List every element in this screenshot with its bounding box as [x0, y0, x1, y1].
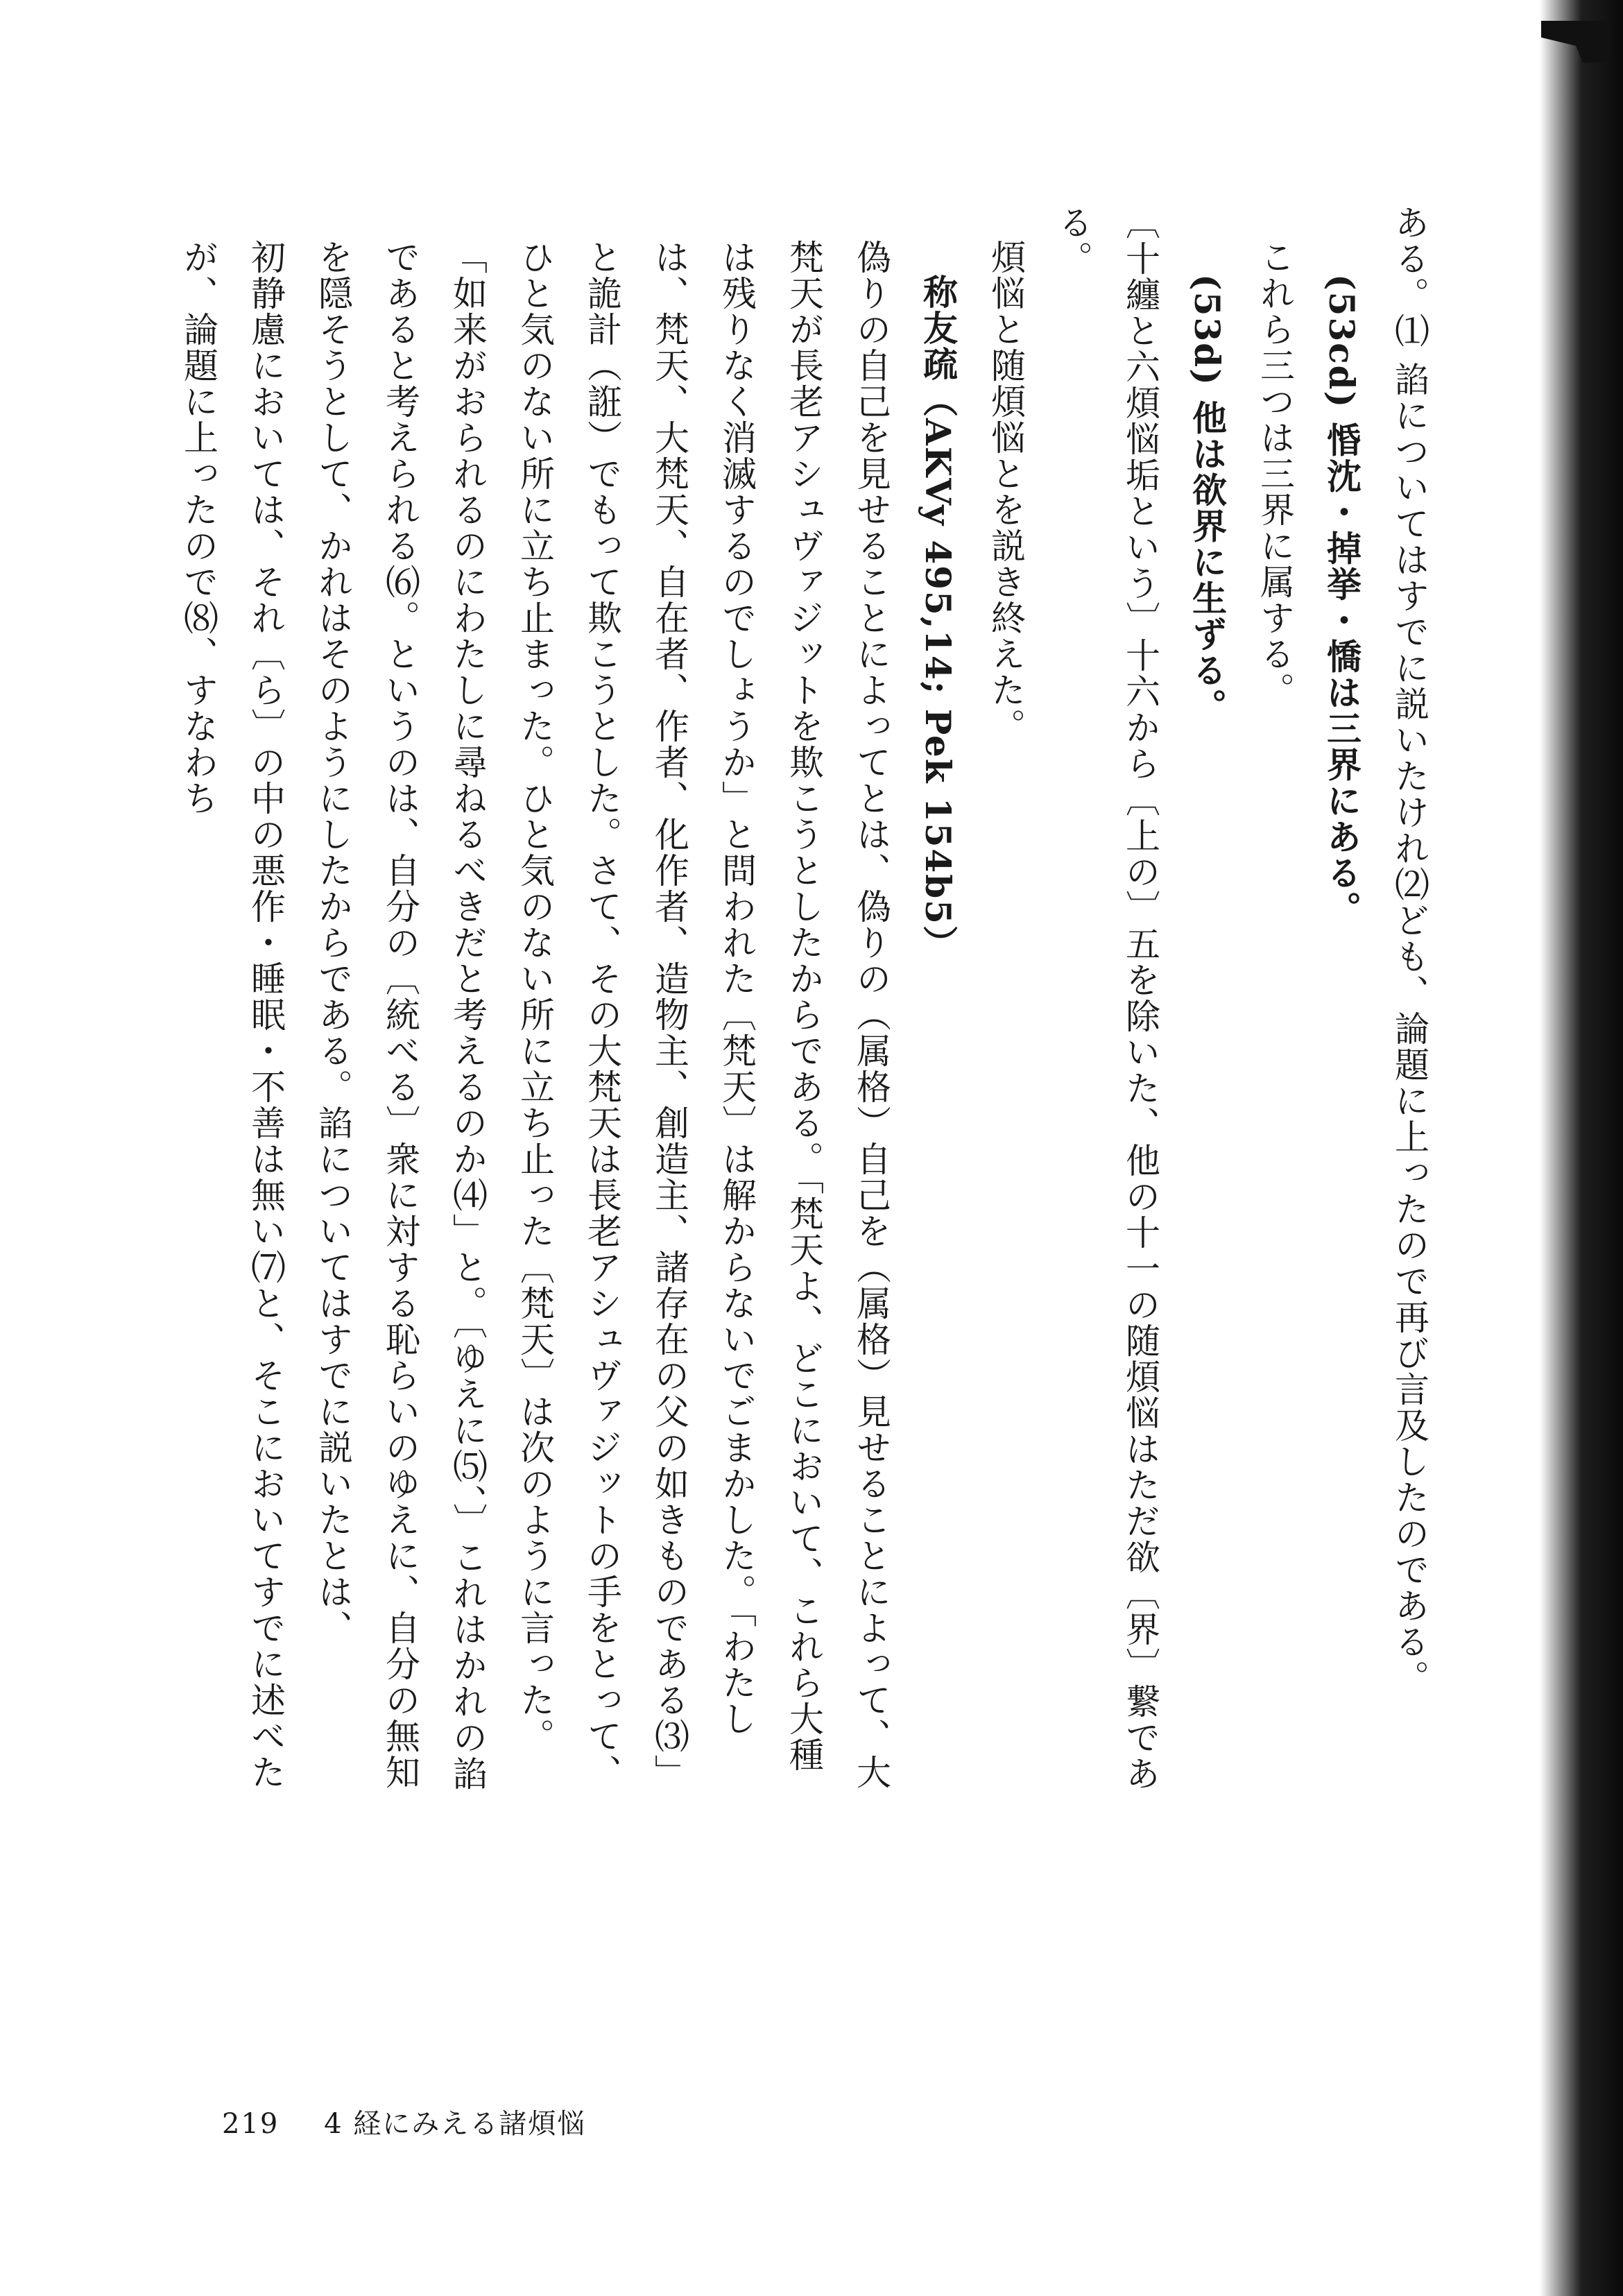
paragraph-line-6: 煩悩と随煩悩とを説き終えた。: [986, 239, 1026, 744]
paragraph-line-3: これら三つは三界に属する。: [1255, 239, 1295, 708]
commentary-body: 偽りの自己を見せることによってとは、偽りの（属格）自己を（属格）見せることによって、大梵天が長老アシュヴァジットを欺こうとしたからである。「梵天よ、どこにおいて、これら大種は残りなく消滅するのでしょうか」と問われた〔梵天〕は解からないでごまかした。「わたしは、梵天、大梵天、自在者、作者、化作者、造物主、創造主、諸存在の父の如きものである⑶」と詭計（誑）でもって欺こうとした。さて、その大梵天は長老アシュヴァジットの手をとって、ひと気のない所に立ち止まった。ひと気のない所に立ち止った〔梵天〕は次のように言った。「如来がおられるのにわたしに尋ねるべきだと考えるのか⑷」と。〔ゆえに⑸、〕これはかれの諂であると考えられる⑹。というのは、自分の〔統べる〕衆に対する恥らいのゆえに、自分の無知を隠そうとして、かれはそのようにしたからである。諂についてはすでに説いたとは、: [313, 239, 891, 1792]
paragraph-line-5: 〔十纏と六煩悩垢という〕十六から〔上の〕五を除いた、他の十一の随煩悩はただ欲〔界〕繋である。: [1053, 205, 1160, 1792]
page-footer: [222, 2102, 621, 2141]
scan-edge-shadow: [1540, 0, 1623, 2296]
vertical-text-body: [178, 205, 1443, 1800]
page-number: 219: [222, 2108, 280, 2140]
paragraph-line-9: 初静慮においては、それ〔ら〕の中の悪作・睡眠・不善は無い⑺と、そこにおいてすでに述べたが、論題に上ったので⑻、すなわち: [178, 239, 286, 1790]
chapter-title: 4 経にみえる諸煩悩: [324, 2108, 587, 2140]
paragraph-line-1: ある。⑴ 諂についてはすでに説いたけれ⑵ども、論題に上ったので再び言及したのである。: [1389, 205, 1429, 1696]
verse-53d: (53d) 他は欲界に生ずる。: [1187, 274, 1228, 725]
commentary-heading: 称友疏（AKVy 495,14; Pek 154b5）: [918, 274, 959, 961]
verse-53cd: (53cd) 惛沈・掉挙・憍は三界にある。: [1321, 274, 1362, 927]
